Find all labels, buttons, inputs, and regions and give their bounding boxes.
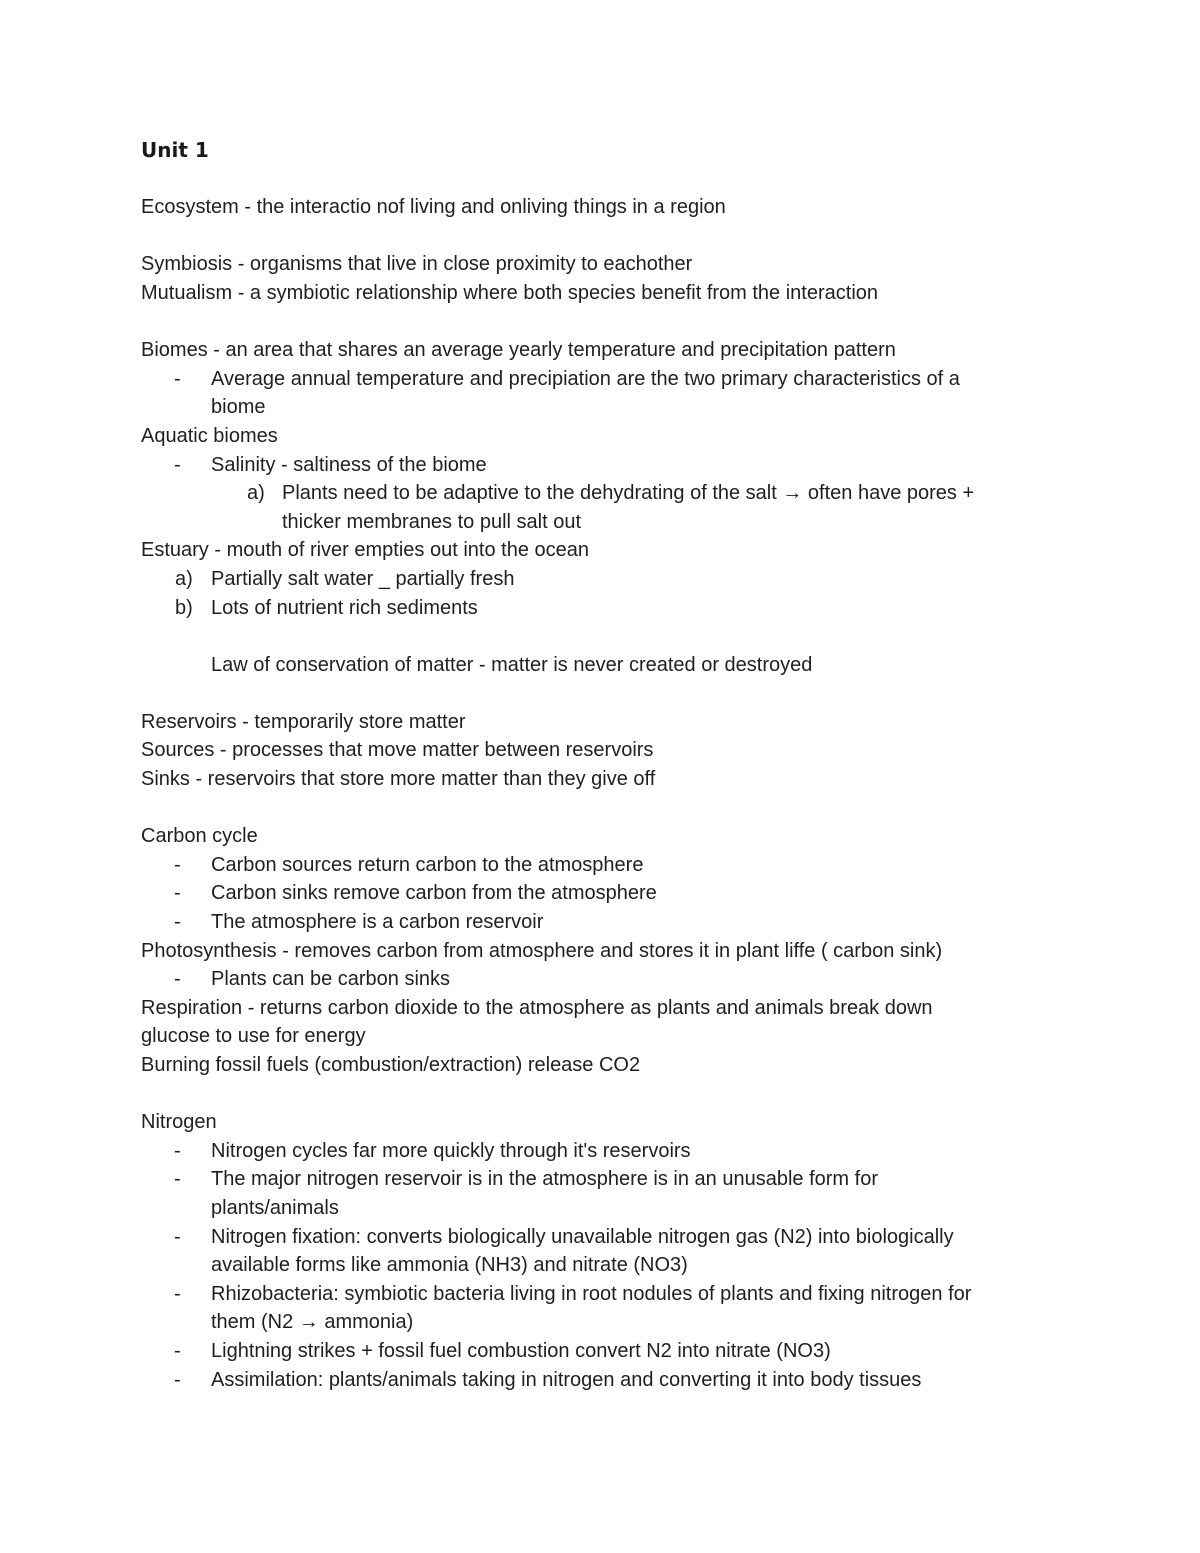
bullet-dash: -: [174, 968, 181, 991]
photosynthesis-definition: Photosynthesis - removes carbon from atmosphere and stores it in plant liffe ( carbon sink): [141, 939, 943, 962]
carbon-point-2: Carbon sinks remove carbon from the atmosphere: [211, 882, 657, 905]
list-item: [141, 965, 1041, 994]
bullet-dash: -: [174, 882, 181, 905]
spacer: [141, 622, 1041, 651]
nitrogen-heading: Nitrogen: [141, 1111, 217, 1134]
list-item: [141, 565, 1041, 594]
sinks-definition: Sinks - reservoirs that store more matter than they give off: [141, 768, 656, 791]
list-item: [141, 1165, 1041, 1222]
page-title: Unit 1: [141, 138, 209, 162]
list-item: [141, 1337, 1041, 1366]
spacer: [141, 679, 1041, 708]
bullet-dash: -: [174, 1168, 181, 1191]
nitrogen-point-3-line-2: available forms like ammonia (NH3) and nitrate (NO3): [211, 1254, 688, 1277]
list-item: [141, 1137, 1041, 1166]
spacer: [141, 1080, 1041, 1109]
carbon-cycle-heading: Carbon cycle: [141, 825, 258, 848]
nitrogen-point-4-line-1: Rhizobacteria: symbiotic bacteria living in root nodules of plants and fixing nitrogen for: [211, 1282, 972, 1305]
law-of-conservation: Law of conservation of matter - matter is never created or destroyed: [211, 653, 813, 676]
salinity-definition: Salinity - saltiness of the biome: [211, 453, 487, 476]
estuary-definition: Estuary - mouth of river empties out into the ocean: [141, 539, 589, 562]
salinity-a-line-1: Plants need to be adaptive to the dehydrating of the salt → often have pores +: [282, 482, 975, 505]
bullet-dash: -: [174, 911, 181, 934]
nitrogen-point-3-line-1: Nitrogen fixation: converts biologically unavailable nitrogen gas (N2) into biologically: [211, 1225, 954, 1248]
nitrogen-point-6: Assimilation: plants/animals taking in nitrogen and converting it into body tissues: [211, 1368, 922, 1391]
list-item: [141, 1223, 1041, 1280]
marker-a: a): [175, 567, 193, 590]
symbiosis-definition: Symbiosis - organisms that live in close proximity to eachother: [141, 253, 693, 276]
nitrogen-point-2-line-1: The major nitrogen reservoir is in the atmosphere is in an unusable form for: [211, 1168, 878, 1191]
bullet-dash: -: [174, 1368, 181, 1391]
carbon-point-3: The atmosphere is a carbon reservoir: [211, 911, 544, 934]
bullet-dash: -: [174, 1339, 181, 1362]
estuary-a: Partially salt water _ partially fresh: [211, 567, 515, 590]
list-item: [141, 1280, 1041, 1337]
spacer: [141, 308, 1041, 337]
nitrogen-point-5: Lightning strikes + fossil fuel combustion convert N2 into nitrate (NO3): [211, 1339, 831, 1362]
nitrogen-point-4-line-2: them (N2 → ammonia): [211, 1311, 414, 1334]
spacer: [141, 794, 1041, 823]
aquatic-biomes-heading: Aquatic biomes: [141, 424, 278, 447]
list-item: [141, 479, 1041, 536]
sources-definition: Sources - processes that move matter between reservoirs: [141, 739, 654, 762]
list-item: [141, 365, 1041, 422]
ecosystem-definition: Ecosystem - the interactio nof living and onliving things in a region: [141, 196, 726, 219]
nitrogen-point-2-line-2: plants/animals: [211, 1196, 339, 1219]
carbon-point-1: Carbon sources return carbon to the atmosphere: [211, 853, 644, 876]
respiration-line-2: glucose to use for energy: [141, 1025, 366, 1048]
bullet-dash: -: [174, 1225, 181, 1248]
bullet-dash: -: [174, 1139, 181, 1162]
marker-a: a): [247, 482, 265, 505]
marker-b: b): [175, 596, 193, 619]
spacer: [141, 165, 1041, 194]
biomes-note-line-2: biome: [211, 396, 266, 419]
salinity-a-line-2: thicker membranes to pull salt out: [282, 510, 582, 533]
reservoirs-definition: Reservoirs - temporarily store matter: [141, 710, 466, 733]
photosynthesis-point: Plants can be carbon sinks: [211, 968, 451, 991]
list-item: [141, 1366, 1041, 1395]
bullet-dash: -: [174, 853, 181, 876]
list-item: [141, 879, 1041, 908]
bullet-dash: -: [174, 367, 181, 390]
biomes-definition: Biomes - an area that shares an average yearly temperature and precipitation pattern: [141, 339, 896, 362]
list-item: [141, 851, 1041, 880]
respiration-line-1: Respiration - returns carbon dioxide to the atmosphere as plants and animals break down: [141, 996, 933, 1019]
list-item: [141, 908, 1041, 937]
list-item: [141, 594, 1041, 623]
spacer: [141, 222, 1041, 251]
bullet-dash: -: [174, 1282, 181, 1305]
estuary-b: Lots of nutrient rich sediments: [211, 596, 478, 619]
burning-fossil-fuels: Burning fossil fuels (combustion/extraction) release CO2: [141, 1054, 641, 1076]
biomes-note-line-1: Average annual temperature and precipiation are the two primary characteristics of a: [211, 367, 960, 390]
list-item: [141, 451, 1041, 480]
notes-body: [141, 136, 1041, 1394]
bullet-dash: -: [174, 453, 181, 476]
nitrogen-point-1: Nitrogen cycles far more quickly through it's reservoirs: [211, 1139, 691, 1162]
mutualism-definition: Mutualism - a symbiotic relationship where both species benefit from the interaction: [141, 281, 879, 304]
